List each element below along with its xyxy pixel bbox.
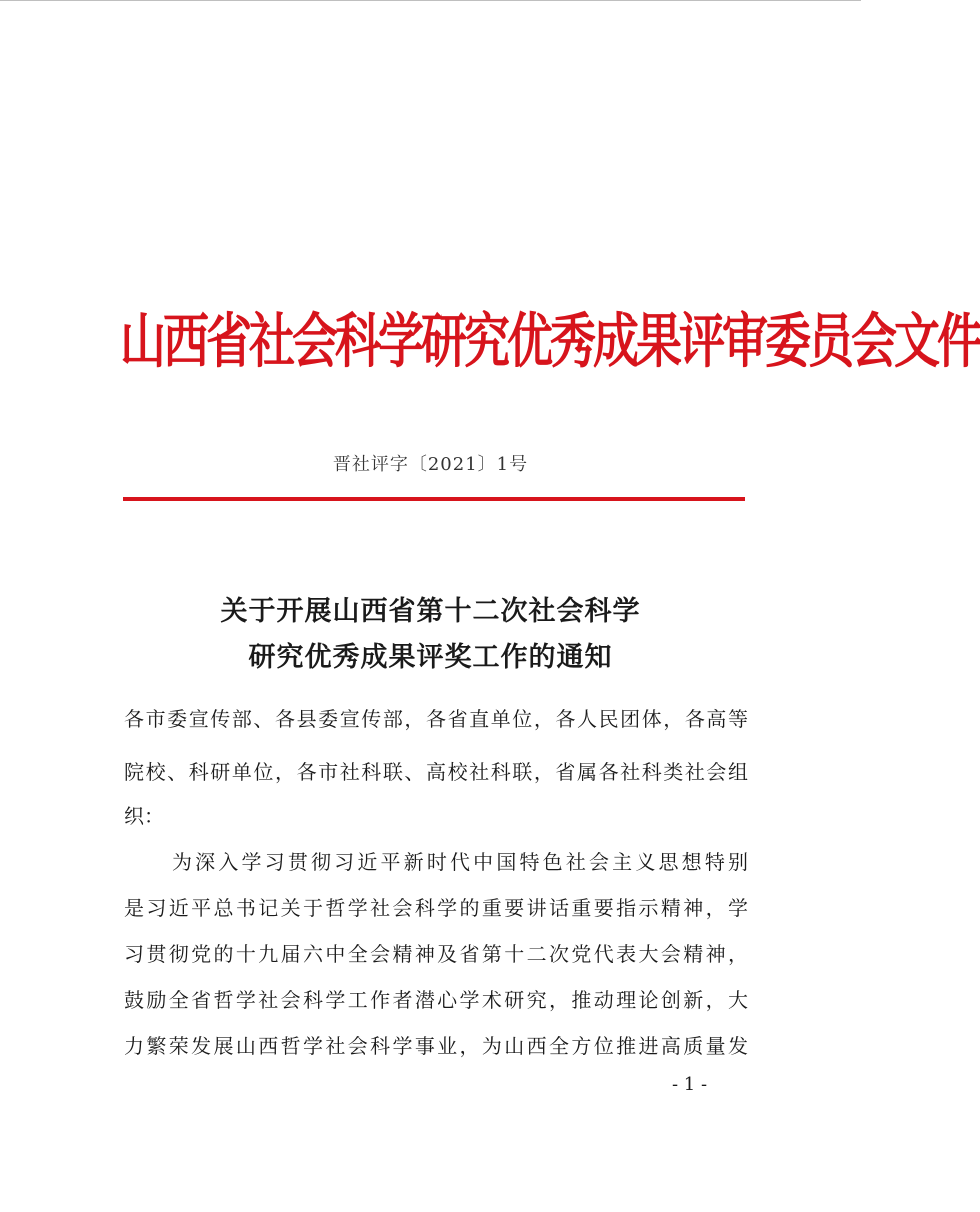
paragraph-line: 为深入学习贯彻习近平新时代中国特色社会主义思想特别 xyxy=(172,850,748,874)
addressee-line: 院校、科研单位，各市社科联、高校社科联，省属各社科类社会组 xyxy=(124,760,748,784)
red-divider xyxy=(123,497,745,501)
page-number: - 1 - xyxy=(672,1074,708,1095)
paragraph-line: 鼓励全省哲学社会科学工作者潜心学术研究，推动理论创新，大 xyxy=(124,988,748,1012)
document-number: 晋社评字〔2021〕1号 xyxy=(332,454,529,475)
addressee-line: 各市委宣传部、各县委宣传部，各省直单位，各人民团体，各高等 xyxy=(124,707,748,731)
notice-title-line-2: 研究优秀成果评奖工作的通知 xyxy=(248,642,613,673)
paragraph-line: 是习近平总书记关于哲学社会科学的重要讲话重要指示精神，学 xyxy=(124,896,748,920)
notice-title-line-1: 关于开展山西省第十二次社会科学 xyxy=(220,596,641,627)
paragraph-line: 习贯彻党的十九届六中全会精神及省第十二次党代表大会精神， xyxy=(124,942,748,966)
issuer-heading: 山西省社会科学研究优秀成果评审委员会文件 xyxy=(120,306,980,376)
paragraph-line: 力繁荣发展山西哲学社会科学事业，为山西全方位推进高质量发 xyxy=(124,1034,748,1058)
addressee-line: 织： xyxy=(124,804,164,828)
